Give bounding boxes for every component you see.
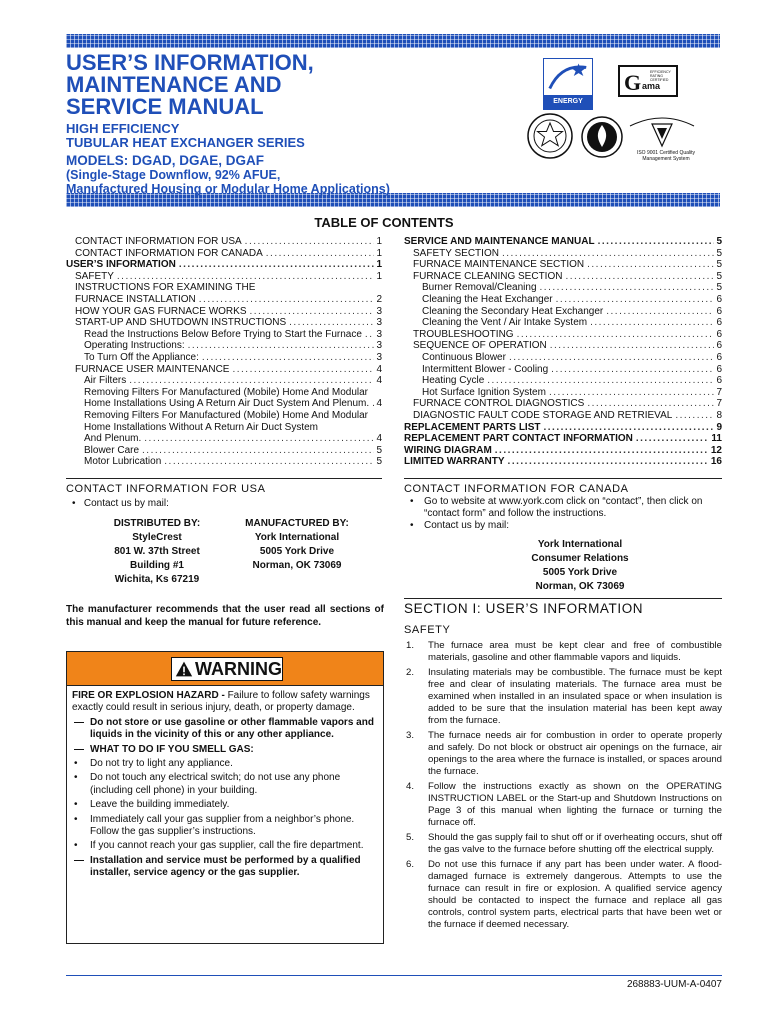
toc-entry-page: 4 bbox=[376, 363, 382, 375]
canada-contact-list bbox=[410, 496, 722, 532]
distributor-name: StyleCrest bbox=[132, 532, 182, 543]
toc-entry-leader bbox=[289, 317, 374, 329]
toc-entry-leader bbox=[556, 294, 715, 306]
usa-section-rule bbox=[66, 478, 382, 479]
toc-entry-title: Blower Care bbox=[84, 444, 140, 456]
toc-entry-title: START-UP AND SHUTDOWN INSTRUCTIONS bbox=[75, 317, 287, 329]
safety-item-text: Do not use this furnace if any part has been under water. A flood-damaged furnace is extremely dangerous. Attempts to use the furnace can result in fire or explosion. A qualified service agency should be contacted to inspect the furnace and replace all gas controls, control system parts, electrical parts that have been wet or the furnace if deemed necessary. bbox=[428, 859, 722, 930]
warning-item bbox=[72, 744, 378, 756]
toc-entry-leader bbox=[266, 248, 375, 260]
toc-entry-leader bbox=[129, 375, 374, 387]
footer-rule bbox=[66, 975, 722, 976]
warning-label-text: WARNING bbox=[195, 659, 282, 679]
toc-entry-page: 4 bbox=[376, 433, 382, 445]
toc-entry-page: 3 bbox=[376, 340, 382, 352]
toc-entry-page: 6 bbox=[716, 375, 722, 387]
toc-entry[interactable] bbox=[404, 387, 722, 399]
toc-entry-leader bbox=[142, 445, 374, 457]
toc-entry[interactable] bbox=[404, 248, 722, 260]
toc-entry-page: 2 bbox=[376, 293, 382, 305]
toc-entry-page: 1 bbox=[376, 236, 382, 247]
toc-entry-title: Home Installations Without A Return Air Duct System bbox=[84, 421, 318, 433]
toc-entry[interactable] bbox=[66, 329, 382, 341]
warning-item-text: Do not touch any electrical switch; do not use any phone (including cell phone) in your building. bbox=[90, 772, 341, 796]
toc-entry[interactable] bbox=[404, 398, 722, 410]
safety-item-number: 5. bbox=[406, 832, 415, 843]
toc-entry-leader bbox=[540, 282, 715, 294]
toc-entry-title: LIMITED WARRANTY bbox=[404, 456, 505, 468]
toc-entry[interactable] bbox=[66, 352, 382, 364]
toc-entry[interactable] bbox=[404, 352, 722, 364]
toc-entry-title: Burner Removal/Cleaning bbox=[422, 282, 537, 294]
toc-entry-title: HOW YOUR GAS FURNACE WORKS bbox=[75, 305, 247, 317]
distributor-label: DISTRIBUTED BY: bbox=[113, 518, 201, 529]
toc-entry-leader bbox=[232, 364, 374, 376]
toc-entry-leader bbox=[179, 259, 375, 271]
toc-entry-page: 1 bbox=[376, 247, 382, 259]
toc-entry-page: 5 bbox=[376, 456, 382, 468]
warning-item bbox=[72, 840, 378, 852]
toc-entry-leader bbox=[517, 329, 715, 341]
toc-entry-page: 6 bbox=[716, 293, 722, 305]
toc-entry-page: 6 bbox=[716, 363, 722, 375]
toc-entry-title: Home Installations Using A Return Air Duct System And Plenum. bbox=[84, 398, 370, 410]
distributor-street: 801 W. 37th Street bbox=[114, 546, 200, 557]
canada-address-city: Norman, OK 73069 bbox=[535, 581, 625, 592]
toc-entry-leader bbox=[365, 329, 375, 341]
toc-entry[interactable] bbox=[66, 236, 382, 248]
section1-heading: SECTION I: USER’S INFORMATION bbox=[404, 601, 644, 616]
warning-item-marker: — bbox=[74, 854, 84, 866]
toc-entry-page: 12 bbox=[710, 444, 722, 456]
toc-entry-page: 1 bbox=[376, 270, 382, 282]
toc-entry-page: 3 bbox=[376, 317, 382, 329]
toc-entry-leader bbox=[598, 236, 715, 248]
usa-contact-bullet: • Contact us by mail: bbox=[72, 498, 169, 509]
toc-entry[interactable] bbox=[66, 456, 382, 468]
toc-left-column bbox=[66, 236, 382, 468]
toc-entry[interactable] bbox=[404, 340, 722, 352]
toc-entry-page: 7 bbox=[716, 386, 722, 398]
toc-entry-leader bbox=[250, 306, 375, 318]
toc-entry[interactable] bbox=[66, 445, 382, 457]
canada-address-dept: Consumer Relations bbox=[531, 553, 629, 564]
canada-address-street: 5005 York Drive bbox=[542, 567, 618, 578]
toc-entry[interactable] bbox=[404, 294, 722, 306]
safety-item-number: 4. bbox=[406, 781, 415, 792]
toc-entry-page: 7 bbox=[716, 398, 722, 410]
warning-item-text: Do not store or use gasoline or other flammable vapors and liquids in the vicinity of this or any other appliance. bbox=[90, 716, 374, 741]
toc-entry[interactable] bbox=[66, 306, 382, 318]
safety-item-number: 6. bbox=[406, 859, 415, 870]
toc-entry-title: Removing Filters For Manufactured (Mobile) Home And Modular bbox=[84, 409, 368, 421]
manufacturer-name: York International bbox=[254, 532, 340, 543]
toc-entry-leader bbox=[565, 271, 714, 283]
canada-section-rule bbox=[404, 478, 722, 479]
toc-entry-page: 5 bbox=[716, 247, 722, 259]
warning-triangle-icon bbox=[175, 659, 193, 679]
toc-entry-title: Continuous Blower bbox=[422, 351, 506, 363]
flame-certification-seal-icon bbox=[580, 115, 624, 159]
toc-entry-page: 9 bbox=[716, 421, 722, 433]
toc-entry-leader bbox=[590, 317, 714, 329]
toc-entry-title: SAFETY bbox=[75, 270, 114, 282]
warning-item-marker: • bbox=[74, 813, 78, 825]
manual-title-line-2: MAINTENANCE AND bbox=[66, 72, 282, 97]
toc-entry[interactable] bbox=[404, 375, 722, 387]
series-line-1: HIGH EFFICIENCY bbox=[66, 121, 180, 136]
toc-entry-leader bbox=[550, 340, 715, 352]
warning-item bbox=[72, 799, 378, 811]
safety-list bbox=[404, 640, 722, 934]
toc-entry[interactable] bbox=[66, 340, 382, 352]
toc-entry-leader bbox=[549, 387, 714, 399]
toc-entry-leader bbox=[543, 422, 714, 434]
toc-entry[interactable] bbox=[66, 410, 382, 422]
series-line-2: TUBULAR HEAT EXCHANGER SERIES bbox=[66, 135, 305, 150]
toc-entry-leader bbox=[144, 433, 374, 445]
toc-entry-title: CONTACT INFORMATION FOR CANADA bbox=[75, 247, 263, 259]
toc-entry-leader bbox=[487, 375, 714, 387]
warning-item-text: If you cannot reach your gas supplier, call the fire department. bbox=[90, 840, 364, 852]
toc-entry-title: Intermittent Blower - Cooling bbox=[422, 363, 549, 375]
manufacturer-address bbox=[222, 517, 372, 573]
toc-entry-title: SAFETY SECTION bbox=[413, 247, 499, 259]
toc-entry-title: Removing Filters For Manufactured (Mobile) Home And Modular bbox=[84, 386, 368, 398]
toc-entry[interactable] bbox=[66, 317, 382, 329]
toc-right-column bbox=[404, 236, 722, 468]
warning-box bbox=[66, 651, 384, 944]
toc-entry-leader bbox=[508, 456, 709, 468]
toc-entry-page: 3 bbox=[376, 305, 382, 317]
energy-star-arc-icon bbox=[544, 59, 592, 95]
warning-item bbox=[72, 717, 378, 742]
usa-contact-bullet-text: Contact us by mail: bbox=[83, 498, 169, 509]
toc-entry[interactable] bbox=[66, 387, 382, 399]
toc-entry-title: Heating Cycle bbox=[422, 375, 485, 387]
document-number: 268883-UUM-A-0407 bbox=[626, 979, 722, 990]
toc-entry-title: FURNACE MAINTENANCE SECTION bbox=[413, 259, 585, 271]
warning-label bbox=[171, 657, 283, 681]
warning-item-marker: — bbox=[74, 743, 84, 755]
safety-item bbox=[404, 832, 722, 856]
toc-entry-page: 8 bbox=[716, 409, 722, 421]
toc-entry-leader bbox=[495, 445, 709, 457]
toc-entry-leader bbox=[188, 340, 375, 352]
toc-entry[interactable] bbox=[66, 259, 382, 271]
warning-item-marker: • bbox=[74, 758, 78, 770]
toc-entry-leader bbox=[117, 271, 375, 283]
energy-star-label: ENERGY STAR bbox=[544, 95, 592, 109]
toc-entry-title: SEQUENCE OF OPERATION bbox=[413, 340, 547, 352]
gama-logo bbox=[618, 65, 678, 97]
toc-title: TABLE OF CONTENTS bbox=[314, 215, 454, 230]
warning-item-marker: • bbox=[74, 772, 78, 784]
header-titles bbox=[66, 52, 506, 196]
toc-entry[interactable] bbox=[404, 317, 722, 329]
toc-entry-leader bbox=[199, 294, 375, 306]
toc-entry-leader bbox=[202, 352, 375, 364]
safety-item-text: Insulating materials may be combustible. The furnace must be kept free and clear of insulating materials. The furnace area must be examined when installed in an insulated space or when insulation is added to be sure that the insulation material has been kept away from the furnace. bbox=[428, 667, 722, 726]
toc-entry-leader bbox=[606, 306, 714, 318]
toc-entry-title: Cleaning the Secondary Heat Exchanger bbox=[422, 305, 604, 317]
safety-heading: SAFETY bbox=[404, 624, 451, 636]
toc-entry[interactable] bbox=[404, 306, 722, 318]
safety-item-text: Follow the instructions exactly as shown on the OPERATING INSTRUCTION LABEL or the Start-up and Shutdown Instructions on Page 3 of this manual when lighting the furnace or turning the furnace off. bbox=[428, 781, 722, 828]
safety-item-number: 3. bbox=[406, 730, 415, 741]
design-certified-seal-icon bbox=[526, 112, 574, 160]
warning-items bbox=[72, 717, 378, 880]
iso-certification-text: ISO 9001 Certified Quality Management System bbox=[636, 150, 696, 162]
toc-entry[interactable] bbox=[66, 364, 382, 376]
safety-item bbox=[404, 640, 722, 664]
toc-entry-leader bbox=[502, 248, 714, 260]
toc-entry-page: 5 bbox=[716, 259, 722, 271]
toc-entry-page: 1 bbox=[376, 259, 382, 271]
toc-entry-title: Operating Instructions: bbox=[84, 340, 185, 352]
toc-entry[interactable] bbox=[66, 248, 382, 260]
toc-entry-leader bbox=[636, 433, 710, 445]
models-line: MODELS: DGAD, DGAE, DGAF bbox=[66, 153, 264, 168]
warning-item-text: Immediately call your gas supplier from a neighbor’s phone. Follow the gas supplier’s instructions. bbox=[90, 813, 355, 838]
toc-entry[interactable] bbox=[404, 271, 722, 283]
section1-rule bbox=[404, 598, 722, 599]
toc-entry-title: And Plenum. bbox=[84, 433, 142, 445]
safety-item-number: 2. bbox=[406, 667, 415, 678]
toc-entry-leader bbox=[509, 352, 715, 364]
toc-entry-title: FURNACE USER MAINTENANCE bbox=[75, 363, 230, 375]
canada-mail-bullet: • Contact us by mail: bbox=[410, 520, 722, 532]
toc-entry-page: 6 bbox=[716, 351, 722, 363]
toc-entry[interactable] bbox=[404, 410, 722, 422]
toc-entry-title: To Turn Off the Appliance: bbox=[84, 351, 199, 363]
toc-entry-title: DIAGNOSTIC FAULT CODE STORAGE AND RETRIEVAL bbox=[413, 409, 673, 421]
toc-entry-page: 3 bbox=[376, 328, 382, 340]
warning-item-marker: • bbox=[74, 799, 78, 811]
toc-entry-leader bbox=[551, 364, 714, 376]
warning-item bbox=[72, 814, 378, 839]
warning-item-marker: — bbox=[74, 716, 84, 728]
energy-star-logo bbox=[543, 58, 593, 119]
toc-entry-page: 5 bbox=[716, 236, 722, 247]
usa-contact-heading: CONTACT INFORMATION FOR USA bbox=[66, 483, 266, 495]
warning-item bbox=[72, 758, 378, 770]
safety-item bbox=[404, 781, 722, 829]
toc-entry-page: 11 bbox=[711, 433, 722, 445]
safety-item bbox=[404, 730, 722, 778]
manufacturer-recommendation: The manufacturer recommends that the user read all sections of this manual and keep the manual for future reference. bbox=[66, 604, 384, 628]
safety-item bbox=[404, 859, 722, 931]
warning-body bbox=[67, 686, 383, 886]
toc-entry-page: 5 bbox=[376, 444, 382, 456]
toc-entry-page: 4 bbox=[376, 398, 382, 410]
toc-entry[interactable] bbox=[404, 445, 722, 457]
distributor-city: Wichita, Ks 67219 bbox=[114, 574, 200, 585]
toc-entry[interactable] bbox=[404, 236, 722, 248]
toc-entry[interactable] bbox=[66, 282, 382, 294]
toc-entry-leader bbox=[245, 236, 375, 248]
toc-entry[interactable] bbox=[66, 294, 382, 306]
models-sub-line-1: (Single-Stage Downflow, 92% AFUE, bbox=[66, 168, 281, 182]
toc-entry-leader bbox=[587, 259, 714, 271]
safety-item-text: Should the gas supply fail to shut off or if overheating occurs, shut off the gas valve to the furnace before shutting off the electrical supply. bbox=[428, 832, 722, 855]
toc-entry-title: FURNACE CONTROL DIAGNOSTICS bbox=[413, 398, 585, 410]
header-band-top bbox=[66, 34, 720, 48]
toc-entry-title: Hot Surface Ignition System bbox=[422, 386, 546, 398]
toc-entry-title: REPLACEMENT PARTS LIST bbox=[404, 421, 541, 433]
safety-item bbox=[404, 667, 722, 727]
warning-item-marker: • bbox=[74, 840, 78, 852]
distributor-address bbox=[82, 517, 232, 587]
manufacturer-street: 5005 York Drive bbox=[259, 546, 335, 557]
toc-entry[interactable] bbox=[66, 271, 382, 283]
toc-entry-title: CONTACT INFORMATION FOR USA bbox=[75, 236, 242, 247]
models-sub-line-2: Manufactured Housing or Modular Home Applications) bbox=[66, 182, 390, 196]
toc-entry[interactable] bbox=[404, 433, 722, 445]
warning-item bbox=[72, 772, 378, 797]
toc-entry[interactable] bbox=[404, 282, 722, 294]
toc-entry-page: 5 bbox=[716, 282, 722, 294]
manual-title-line-1: USER’S INFORMATION, bbox=[66, 50, 314, 75]
warning-header bbox=[67, 652, 383, 686]
gama-letter: G bbox=[624, 70, 642, 95]
toc-entry-title: FURNACE INSTALLATION bbox=[75, 293, 196, 305]
toc-entry-page: 6 bbox=[716, 340, 722, 352]
manufacturer-city: Norman, OK 73069 bbox=[252, 560, 342, 571]
warning-item bbox=[72, 855, 378, 880]
toc-entry-title: Cleaning the Heat Exchanger bbox=[422, 293, 553, 305]
toc-entry-title: TROUBLESHOOTING bbox=[413, 328, 514, 340]
toc-entry-page: 3 bbox=[376, 351, 382, 363]
warning-lead bbox=[72, 690, 378, 715]
toc-entry[interactable] bbox=[404, 456, 722, 468]
safety-item-number: 1. bbox=[406, 640, 415, 651]
warning-item-text: Leave the building immediately. bbox=[90, 799, 230, 811]
warning-item-text: WHAT TO DO IF YOU SMELL GAS: bbox=[90, 743, 254, 755]
warning-lead-text: Failure to follow safety warnings exactly could result in serious injury, death, or property damage. bbox=[72, 690, 370, 714]
toc-entry[interactable] bbox=[404, 422, 722, 434]
canada-address-name: York International bbox=[537, 539, 623, 550]
toc-entry-page: 5 bbox=[716, 270, 722, 282]
gama-tiny-text: EFFICIENCY RATING CERTIFIED bbox=[650, 70, 671, 82]
toc-entry-leader bbox=[164, 456, 374, 468]
toc-entry-page: 6 bbox=[716, 317, 722, 329]
manufacturer-label: MANUFACTURED BY: bbox=[245, 518, 349, 529]
safety-item-text: The furnace needs air for combustion in order to operate properly and safely. Do not block or obstruct air openings on the furnace, air openings to the area where the furnace is installed, or spaces around the furnace. bbox=[428, 730, 722, 777]
toc-entry[interactable] bbox=[404, 329, 722, 341]
toc-entry[interactable] bbox=[66, 433, 382, 445]
toc-entry-title: Read the Instructions Below Before Trying to Start the Furnace bbox=[84, 328, 362, 340]
toc-entry-page: 6 bbox=[716, 305, 722, 317]
toc-entry[interactable] bbox=[66, 375, 382, 387]
iso-quality-seal-icon bbox=[626, 112, 698, 152]
toc-entry-page: 16 bbox=[710, 456, 722, 468]
toc-entry-leader bbox=[587, 398, 714, 410]
safety-item-text: The furnace area must be kept clear and free of combustible materials, gasoline and other flammable vapors and liquids. bbox=[428, 640, 722, 663]
canada-website-bullet: • Go to website at www.york.com click on “contact”, then click on “contact form” and follow the instructions. bbox=[410, 496, 722, 520]
toc-entry-leader bbox=[675, 410, 714, 422]
canada-contact-heading: CONTACT INFORMATION FOR CANADA bbox=[404, 483, 629, 495]
warning-item-text: Do not try to light any appliance. bbox=[90, 758, 233, 770]
toc-entry-page: 6 bbox=[716, 328, 722, 340]
toc-entry-title: WIRING DIAGRAM bbox=[404, 444, 492, 456]
toc-entry-title: INSTRUCTIONS FOR EXAMINING THE bbox=[75, 282, 256, 294]
toc-entry-title: FURNACE CLEANING SECTION bbox=[413, 270, 563, 282]
toc-entry-title: Motor Lubrication bbox=[84, 456, 162, 468]
toc-entry-page: 4 bbox=[376, 375, 382, 387]
toc-entry-title: REPLACEMENT PART CONTACT INFORMATION bbox=[404, 433, 633, 445]
manual-title-line-3: SERVICE MANUAL bbox=[66, 94, 264, 119]
warning-lead-bold: FIRE OR EXPLOSION HAZARD - bbox=[72, 690, 225, 701]
warning-item-text: Installation and service must be performed by a qualified installer, service agency or the gas supplier. bbox=[90, 854, 361, 879]
toc-entry[interactable] bbox=[404, 364, 722, 376]
toc-entry-title: Cleaning the Vent / Air Intake System bbox=[422, 317, 588, 329]
toc-entry-title: SERVICE AND MAINTENANCE MANUAL bbox=[404, 236, 595, 247]
toc-entry[interactable] bbox=[66, 422, 382, 434]
toc-entry-title: USER’S INFORMATION bbox=[66, 259, 176, 271]
canada-address bbox=[480, 538, 680, 594]
toc-entry-title: Air Filters bbox=[84, 375, 127, 387]
toc-entry[interactable] bbox=[66, 398, 382, 410]
gama-label: ama bbox=[642, 81, 661, 91]
distributor-building: Building #1 bbox=[130, 560, 184, 571]
toc-entry[interactable] bbox=[404, 259, 722, 271]
